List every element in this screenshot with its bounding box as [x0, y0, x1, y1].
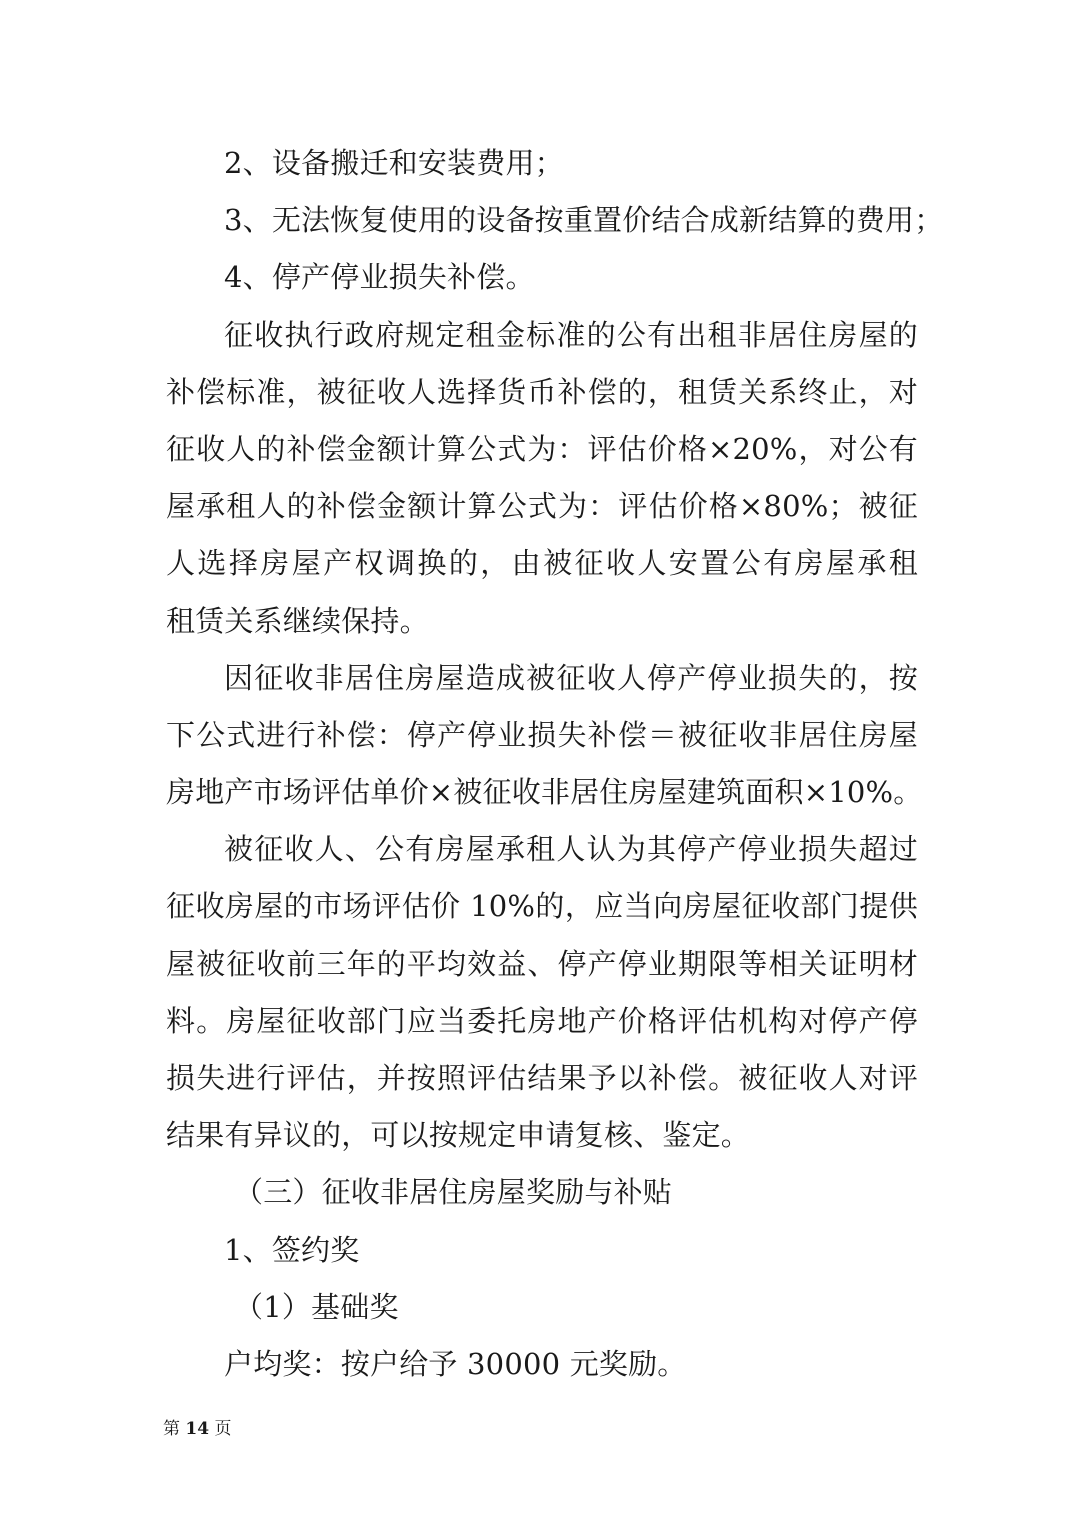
list-item-suspension-compensation: 4、停产停业损失补偿。 [224, 260, 535, 295]
household-reward-line: 户均奖：按户给予 30000 元奖励。 [224, 1346, 687, 1381]
subheading-basic-reward: （1）基础奖 [234, 1289, 399, 1324]
paragraph-loss-exceeds-line-6: 结果有异议的，可以按规定申请复核、鉴定。 [166, 1118, 751, 1153]
section-heading-rewards: （三）征收非居住房屋奖励与补贴 [234, 1175, 673, 1210]
paragraph-suspension-loss-line-3: 房地产市场评估单价×被征收非居住房屋建筑面积×10%。 [166, 775, 923, 810]
paragraph-loss-exceeds-line-3: 屋被征收前三年的平均效益、停产停业期限等相关证明材 [166, 946, 918, 981]
paragraph-loss-exceeds-line-2: 征收房屋的市场评估价 10%的，应当向房屋征收部门提供 [166, 889, 918, 924]
list-item-equipment-relocation: 2、设备搬迁和安装费用； [224, 146, 564, 180]
list-item-unrecoverable-equipment: 3、无法恢复使用的设备按重置价结合成新结算的费用； [224, 203, 944, 238]
paragraph-suspension-loss-line-2: 下公式进行补偿：停产停业损失补偿＝被征收非居住房屋 [166, 717, 918, 752]
paragraph-public-rental-line-5: 人选择房屋产权调换的，由被征收人安置公有房屋承租 [166, 546, 918, 581]
document-body [166, 135, 944, 1393]
paragraph-public-rental-line-2: 补偿标准，被征收人选择货币补偿的，租赁关系终止，对 [166, 374, 918, 409]
paragraph-public-rental-line-4: 屋承租人的补偿金额计算公式为：评估价格×80%；被征 [166, 489, 918, 524]
paragraph-public-rental-line-6: 租赁关系继续保持。 [166, 603, 429, 638]
page-number-suffix: 页 [214, 1419, 232, 1439]
subheading-signing-reward: 1、签约奖 [224, 1232, 360, 1267]
paragraph-loss-exceeds-line-4: 料。房屋征收部门应当委托房地产价格评估机构对停产停 [166, 1003, 918, 1038]
page-number-prefix: 第 [163, 1419, 180, 1439]
paragraph-loss-exceeds-line-1: 被征收人、公有房屋承租人认为其停产停业损失超过 [224, 832, 918, 867]
paragraph-public-rental-line-3: 征收人的补偿金额计算公式为：评估价格×20%，对公有 [166, 431, 918, 466]
paragraph-loss-exceeds-line-5: 损失进行评估，并按照评估结果予以补偿。被征收人对评 [166, 1061, 918, 1095]
page-number: 14 [185, 1419, 210, 1439]
paragraph-suspension-loss-line-1: 因征收非居住房屋造成被征收人停产停业损失的，按 [224, 660, 918, 695]
paragraph-public-rental-line-1: 征收执行政府规定租金标准的公有出租非居住房屋的 [224, 317, 918, 352]
page-footer [163, 1417, 231, 1441]
